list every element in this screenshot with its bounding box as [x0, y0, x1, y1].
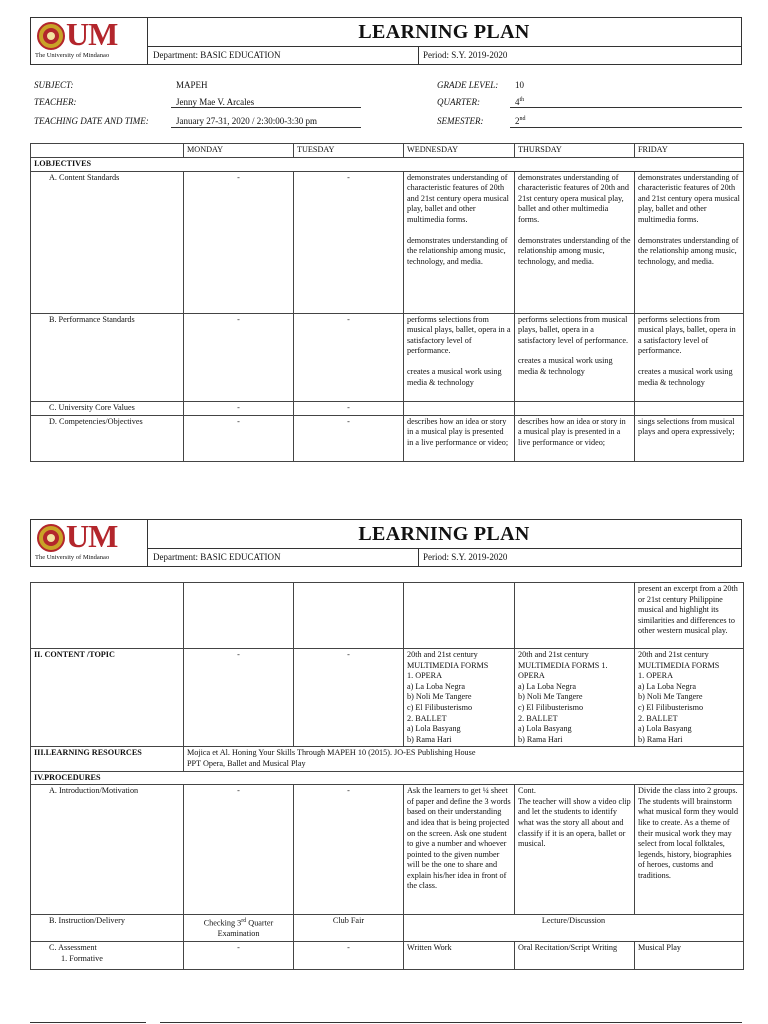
semester-value: 2nd	[515, 116, 526, 126]
semester-label: SEMESTER:	[437, 116, 484, 126]
row-content-topic: II. CONTENT /TOPIC - - 20th and 21st century MULTIMEDIA FORMS 1. OPERA a) La Loba Negra b) Noli Me Tangere c) El Filibusterismo 2. BALLET a) Lola Basyang b) Rama Hari 20th and 21st century MULTIMEDIA FORMS 1. OPERA a) La Loba Negra b) Noli Me Tangere c) El Filibusterismo 2. BALLET a) Lola Basyang b) Rama Hari 20th and 21st century MULTIMEDIA FORMS 1. OPERA a) La Loba Negra b) Noli Me Tangere c) El Filibusterismo 2. BALLET a) Lola Basyang b) Rama Hari	[31, 649, 744, 747]
university-name: The University of Mindanao	[35, 52, 110, 59]
next-page-rule-right	[160, 1022, 742, 1023]
row-label: C. Assessment	[49, 943, 97, 953]
subject-value: MAPEH	[176, 80, 208, 90]
next-page-rule-left	[30, 1022, 146, 1023]
day-friday: FRIDAY	[635, 144, 744, 158]
objectives-table	[30, 143, 744, 462]
row-label: A. Content Standards	[31, 171, 184, 313]
day-monday: MONDAY	[184, 144, 294, 158]
quarter-underline	[510, 107, 742, 108]
section-objectives: I.OBJECTIVES	[31, 158, 744, 172]
row-performance-standards: B. Performance Standards - - performs selections from musical plays, ballet, opera in a satisfactory level of performance. creates a musical work using media & technology performs selections from musical plays, ballet, opera in a satisfactory level of performance. creates a musical work using media & technology performs selections from musical plays, ballet, opera in a satisfactory level of performance. creates a musical work using media & technology	[31, 313, 744, 401]
day-wednesday: WEDNESDAY	[404, 144, 515, 158]
semester-underline	[510, 127, 742, 128]
um-seal-icon	[37, 524, 65, 552]
row-label: C. University Core Values	[31, 401, 184, 415]
um-logo	[31, 520, 148, 566]
day-header-row	[31, 144, 744, 158]
row-core-values: C. University Core Values - -	[31, 401, 744, 415]
section-procedures: IV.PROCEDURES	[31, 771, 744, 785]
row-resources: III.LEARNING RESOURCES Mojica et Al. Honing Your Skills Through MAPEH 10 (2015). JO-ES Publishing House PPT Opera, Ballet and Musical Play	[31, 747, 744, 771]
logo-wordmark: UM	[66, 518, 118, 554]
plan-header	[30, 519, 742, 567]
department-label: Department: BASIC EDUCATION	[147, 548, 419, 566]
row-label: D. Competencies/Objectives	[31, 415, 184, 461]
row-label: III.LEARNING RESOURCES	[31, 747, 184, 771]
period-label: Period: S.Y. 2019-2020	[423, 50, 508, 60]
row-label: B. Instruction/Delivery	[31, 915, 184, 942]
page-title: LEARNING PLAN	[147, 520, 741, 549]
row-label: A. Introduction/Motivation	[31, 785, 184, 915]
row-label: II. CONTENT /TOPIC	[31, 649, 184, 747]
grade-label: GRADE LEVEL:	[437, 80, 499, 90]
period-label: Period: S.Y. 2019-2020	[423, 552, 508, 562]
row-content-standards: A. Content Standards - - demonstrates understanding of characteristic features of 20th and 21st century opera musical play, ballet and other multimedia forms. demonstrates understanding of the relationship among music, technology, and media. demonstrates understanding of characteristic features of 20th and 21st century opera musical play, ballet and other multimedia forms. demonstrates understanding of the relationship among music, technology, and media. demonstrates understanding of characteristic features of 20th and 21st century opera musical play, ballet and other multimedia forms. demonstrates understanding of the relationship among music, technology, and media.	[31, 171, 744, 313]
grade-value: 10	[515, 80, 524, 90]
row-assessment: C. Assessment 1. Formative - - Written Work Oral Recitation/Script Writing Musical Play	[31, 942, 744, 970]
university-name: The University of Mindanao	[35, 554, 110, 561]
logo-wordmark: UM	[66, 16, 118, 52]
subject-label: SUBJECT:	[34, 80, 74, 90]
day-tuesday: TUESDAY	[294, 144, 404, 158]
date-underline	[171, 127, 361, 128]
um-seal-icon	[37, 22, 65, 50]
teacher-value: Jenny Mae V. Arcales	[176, 97, 255, 107]
procedures-table	[30, 582, 744, 970]
row-instruction: B. Instruction/Delivery Checking 3rd Quarter Examination Club Fair Lecture/Discussion	[31, 915, 744, 942]
page-title: LEARNING PLAN	[147, 18, 741, 47]
um-logo	[31, 18, 148, 64]
teacher-underline	[171, 107, 361, 108]
row-introduction: A. Introduction/Motivation - - Ask the learners to get ¼ sheet of paper and define the 3 words based on their understanding and idea that is being projected on the screen. Ask one student to give a number and whoever pointed to the given number will be the one to share and explain his/her idea in front of the class. Cont. The teacher will show a video clip and let the students to identify what was the story all about and classify if it is an opera, ballet or musical. Divide the class into 2 groups. The students will brainstorm what musical form they would like to create. As a theme of their musical work they may select from local folktales, legends, history, biographies of heroes, customs and traditions.	[31, 785, 744, 915]
date-label: TEACHING DATE AND TIME:	[34, 116, 149, 126]
row-competencies: D. Competencies/Objectives - - describes how an idea or story in a musical play is presented in a live performance or video; describes how an idea or story in a musical play is presented in a live performance or video; sings selections from musical plays and opera expressively;	[31, 415, 744, 461]
department-label: Department: BASIC EDUCATION	[147, 46, 419, 64]
date-value: January 27-31, 2020 / 2:30:00-3:30 pm	[176, 116, 317, 126]
teacher-label: TEACHER:	[34, 97, 77, 107]
day-thursday: THURSDAY	[515, 144, 635, 158]
continuation-row: present an excerpt from a 20th or 21st century Philippine musical and highlight its similarities and differences to other western musical play.	[31, 583, 744, 649]
plan-header	[30, 17, 742, 65]
row-label: B. Performance Standards	[31, 313, 184, 401]
quarter-value: 4th	[515, 97, 525, 107]
quarter-label: QUARTER:	[437, 97, 480, 107]
